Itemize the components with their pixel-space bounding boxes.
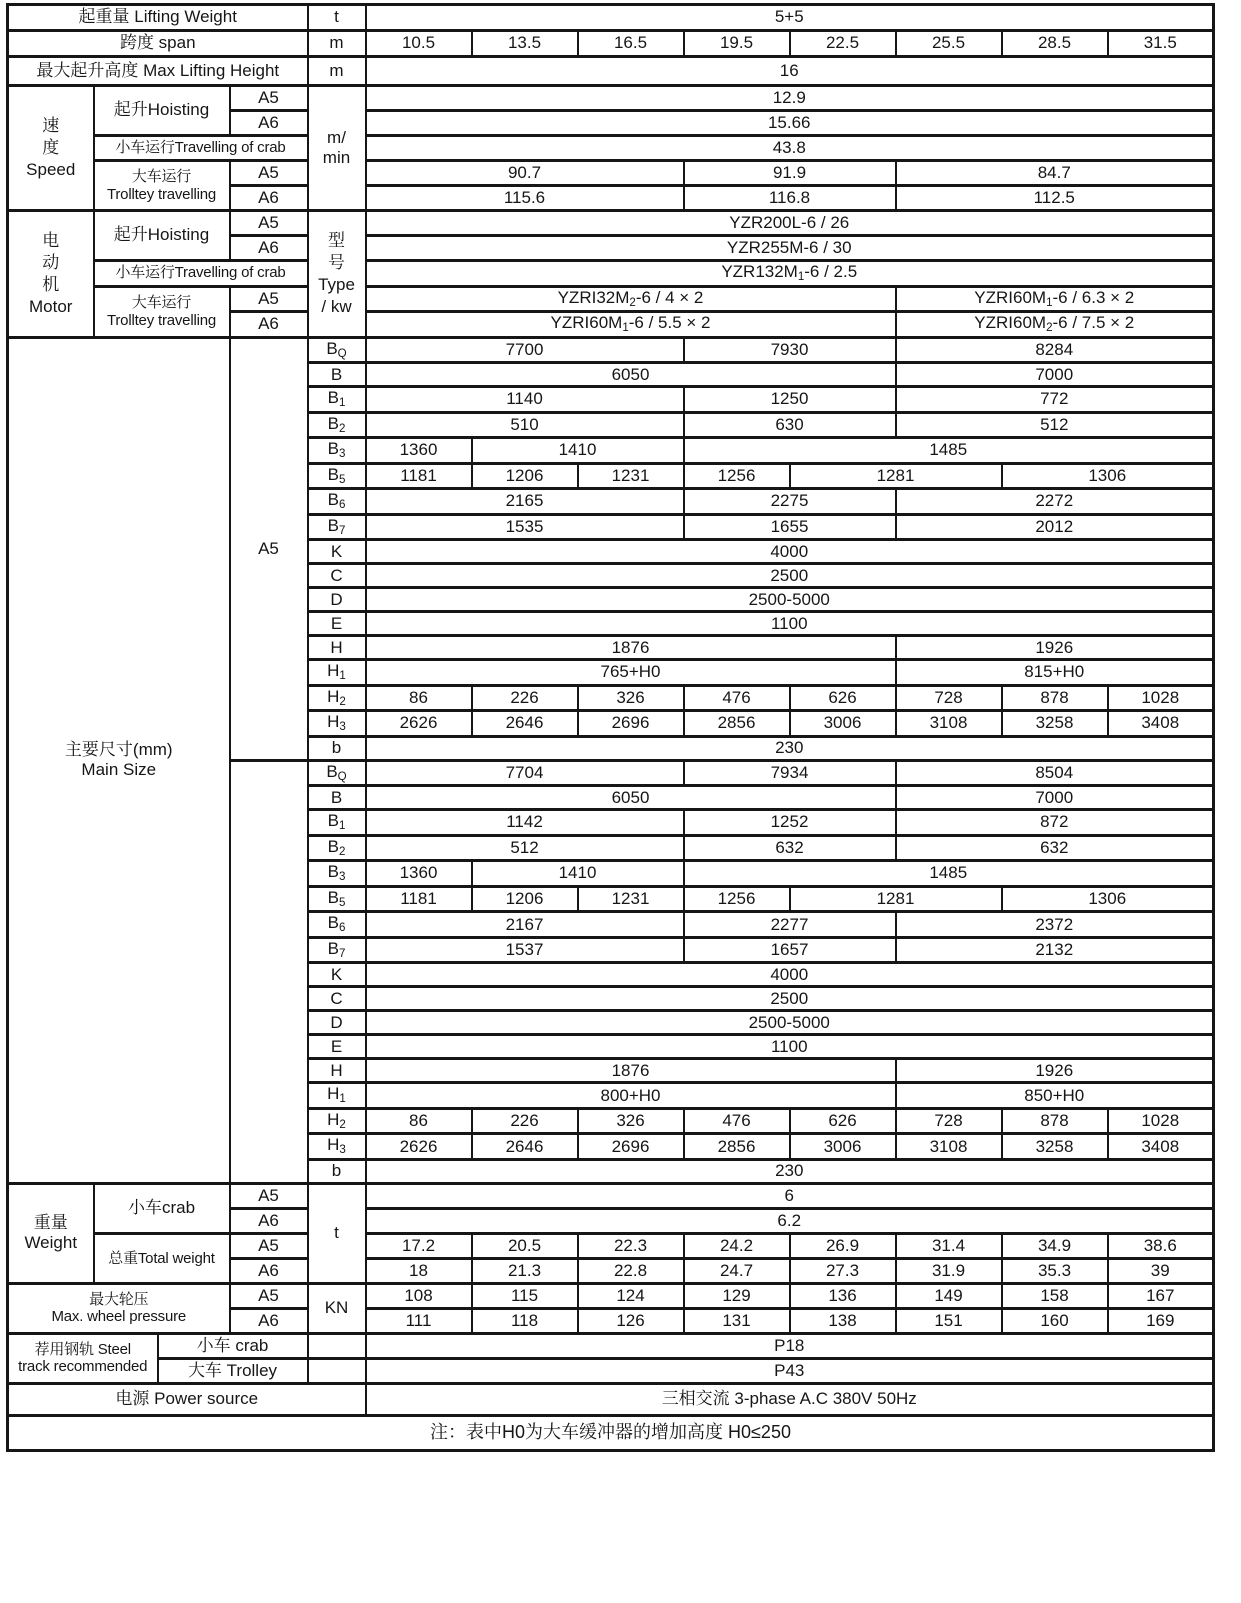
weight-section-label: 重量 Weight <box>8 1183 94 1283</box>
value-cell: 1657 <box>684 937 896 963</box>
dim-cell: $H_1$ <box>308 1083 366 1109</box>
unit-cell: KN <box>308 1283 366 1333</box>
value-cell: 728 <box>896 685 1002 711</box>
value-cell: 39 <box>1108 1258 1214 1283</box>
crab-travelling-label: 小车运行Travelling of crab <box>94 261 308 287</box>
value-cell: 6.2 <box>366 1208 1214 1233</box>
value-cell: 226 <box>472 1108 578 1134</box>
unit-cell <box>308 1333 366 1358</box>
value-cell: 18 <box>366 1258 472 1283</box>
value-cell: 16 <box>366 57 1214 86</box>
value-cell: 2500-5000 <box>366 1011 1214 1035</box>
value-cell: 2132 <box>896 937 1214 963</box>
value-cell: 1485 <box>684 861 1214 887</box>
value-cell: 3108 <box>896 711 1002 737</box>
value-cell: 129 <box>684 1283 790 1308</box>
value-cell: 2277 <box>684 912 896 938</box>
dim-cell: $B_5$ <box>308 886 366 912</box>
value-cell: 2626 <box>366 1134 472 1160</box>
value-cell: 1535 <box>366 514 684 540</box>
class-cell: A5 <box>230 1283 308 1308</box>
hoisting-label: 起升Hoisting <box>94 86 230 136</box>
value-cell: 2500 <box>366 564 1214 588</box>
class-cell: A6 <box>230 1308 308 1333</box>
value-cell: 160 <box>1002 1308 1108 1333</box>
class-cell: A5 <box>230 211 308 236</box>
value-cell: 1876 <box>366 1059 896 1083</box>
value-cell: 2167 <box>366 912 684 938</box>
value-cell: 16.5 <box>578 31 684 57</box>
dim-cell: $B_1$ <box>308 810 366 836</box>
value-cell: 2500 <box>366 987 1214 1011</box>
dim-cell: $B_3$ <box>308 438 366 464</box>
value-cell: 2646 <box>472 711 578 737</box>
value-cell: 728 <box>896 1108 1002 1134</box>
value-cell: 115 <box>472 1283 578 1308</box>
value-cell: 31.4 <box>896 1233 1002 1258</box>
value-cell: 1655 <box>684 514 896 540</box>
value-cell: 476 <box>684 1108 790 1134</box>
value-cell: 326 <box>578 685 684 711</box>
value-cell: 230 <box>366 1159 1214 1183</box>
dim-cell: $B_5$ <box>308 463 366 489</box>
power-source-label: 电源 Power source <box>8 1383 366 1415</box>
crane-spec-table <box>6 3 1215 1452</box>
class-cell: A5 <box>230 161 308 186</box>
value-cell: 84.7 <box>896 161 1214 186</box>
dim-cell: $B_6$ <box>308 489 366 515</box>
value-cell: 151 <box>896 1308 1002 1333</box>
value-cell: 1100 <box>366 612 1214 636</box>
value-cell: 108 <box>366 1283 472 1308</box>
value-cell: 118 <box>472 1308 578 1333</box>
value-cell: 3408 <box>1108 711 1214 737</box>
value-cell: 1231 <box>578 463 684 489</box>
value-cell: 20.5 <box>472 1233 578 1258</box>
motor-type-unit-cell: 型 号 Type / kw <box>308 211 366 338</box>
value-cell: 1410 <box>472 861 684 887</box>
value-cell: 1537 <box>366 937 684 963</box>
value-cell: 512 <box>896 412 1214 438</box>
value-cell: $YZRI60M_1-6 / 6.3 \times 2$ <box>896 286 1214 312</box>
value-cell: 2012 <box>896 514 1214 540</box>
total-weight-label: 总重Total weight <box>94 1233 230 1283</box>
value-cell: 15.66 <box>366 111 1214 136</box>
value-cell: 2500-5000 <box>366 588 1214 612</box>
value-cell: 43.8 <box>366 136 1214 161</box>
dim-cell: $B_1$ <box>308 387 366 413</box>
dim-cell: $H_2$ <box>308 685 366 711</box>
value-cell: 2646 <box>472 1134 578 1160</box>
dim-cell: B <box>308 363 366 387</box>
note-cell: 注：表中H0为大车缓冲器的增加高度 H0≤250 <box>8 1415 1214 1450</box>
value-cell: 632 <box>684 835 896 861</box>
value-cell: 878 <box>1002 1108 1108 1134</box>
dim-cell: D <box>308 1011 366 1035</box>
class-cell: A6 <box>230 1258 308 1283</box>
value-cell: 17.2 <box>366 1233 472 1258</box>
value-cell: 8284 <box>896 337 1214 363</box>
value-cell: 158 <box>1002 1283 1108 1308</box>
value-cell: 13.5 <box>472 31 578 57</box>
value-cell: 1281 <box>790 463 1002 489</box>
value-cell: 3108 <box>896 1134 1002 1160</box>
dim-cell: $H_1$ <box>308 660 366 686</box>
value-cell: 476 <box>684 685 790 711</box>
value-cell: P43 <box>366 1358 1214 1383</box>
main-size-section-label: 主要尺寸(mm) Main Size <box>8 337 230 1183</box>
value-cell: YZR255M-6 / 30 <box>366 236 1214 261</box>
value-cell: 512 <box>366 835 684 861</box>
value-cell: 626 <box>790 1108 896 1134</box>
value-cell: 1256 <box>684 886 790 912</box>
value-cell: 26.9 <box>790 1233 896 1258</box>
value-cell: 1306 <box>1002 463 1214 489</box>
value-cell: $YZRI60M_2-6 / 7.5 \times 2$ <box>896 312 1214 338</box>
value-cell: 800+H0 <box>366 1083 896 1109</box>
value-cell: 626 <box>790 685 896 711</box>
value-cell: 5+5 <box>366 5 1214 31</box>
value-cell: 878 <box>1002 685 1108 711</box>
lifting-weight-label: 起重量 Lifting Weight <box>8 5 308 31</box>
dim-cell: $H_3$ <box>308 711 366 737</box>
value-cell: 3006 <box>790 1134 896 1160</box>
value-cell: YZR200L-6 / 26 <box>366 211 1214 236</box>
value-cell: 3258 <box>1002 711 1108 737</box>
value-cell: 116.8 <box>684 186 896 211</box>
class-cell: A5 <box>230 86 308 111</box>
class-cell: A5 <box>230 1233 308 1258</box>
dim-cell: E <box>308 612 366 636</box>
value-cell: 2696 <box>578 711 684 737</box>
value-cell: 1142 <box>366 810 684 836</box>
value-cell: 3006 <box>790 711 896 737</box>
class-cell: A5 <box>230 337 308 760</box>
value-cell: 1028 <box>1108 685 1214 711</box>
power-source-value: 三相交流 3-phase A.C 380V 50Hz <box>366 1383 1214 1415</box>
value-cell: P18 <box>366 1333 1214 1358</box>
value-cell: $YZR132M_1-6 / 2.5$ <box>366 261 1214 287</box>
value-cell: 1100 <box>366 1035 1214 1059</box>
value-cell: 1306 <box>1002 886 1214 912</box>
dim-cell: $H_2$ <box>308 1108 366 1134</box>
value-cell: 1485 <box>684 438 1214 464</box>
dim-cell: K <box>308 540 366 564</box>
value-cell: 86 <box>366 685 472 711</box>
value-cell: 2626 <box>366 711 472 737</box>
value-cell: 1206 <box>472 463 578 489</box>
dim-cell: $B_7$ <box>308 514 366 540</box>
value-cell: 2856 <box>684 1134 790 1160</box>
value-cell: 38.6 <box>1108 1233 1214 1258</box>
value-cell: 7934 <box>684 760 896 786</box>
value-cell: 19.5 <box>684 31 790 57</box>
value-cell: 25.5 <box>896 31 1002 57</box>
value-cell: 4000 <box>366 963 1214 987</box>
value-cell: 10.5 <box>366 31 472 57</box>
steel-track-trolley-label: 大车 Trolley <box>158 1358 308 1383</box>
unit-cell: m <box>308 57 366 86</box>
value-cell: 149 <box>896 1283 1002 1308</box>
value-cell: 131 <box>684 1308 790 1333</box>
steel-track-label: 荐用钢轨 Steel track recommended <box>8 1333 158 1383</box>
trolley-travelling-label: 大车运行 Trolltey travelling <box>94 161 230 211</box>
value-cell: 7000 <box>896 363 1214 387</box>
value-cell: $YZRI32M_2-6 / 4 \times 2$ <box>366 286 896 312</box>
class-cell: A6 <box>230 236 308 261</box>
class-cell: A5 <box>230 1183 308 1208</box>
value-cell: 8504 <box>896 760 1214 786</box>
value-cell: 2275 <box>684 489 896 515</box>
value-cell: 3258 <box>1002 1134 1108 1160</box>
value-cell: 1926 <box>896 1059 1214 1083</box>
value-cell: 1231 <box>578 886 684 912</box>
value-cell: 124 <box>578 1283 684 1308</box>
value-cell: 2372 <box>896 912 1214 938</box>
value-cell: 91.9 <box>684 161 896 186</box>
value-cell: 1360 <box>366 861 472 887</box>
value-cell: 510 <box>366 412 684 438</box>
value-cell: 1360 <box>366 438 472 464</box>
value-cell: 169 <box>1108 1308 1214 1333</box>
value-cell: 630 <box>684 412 896 438</box>
value-cell: 815+H0 <box>896 660 1214 686</box>
value-cell: 21.3 <box>472 1258 578 1283</box>
value-cell: 872 <box>896 810 1214 836</box>
value-cell: 2272 <box>896 489 1214 515</box>
value-cell: 6 <box>366 1183 1214 1208</box>
class-cell: A6 <box>230 1208 308 1233</box>
value-cell: 326 <box>578 1108 684 1134</box>
value-cell: 22.5 <box>790 31 896 57</box>
unit-cell: t <box>308 5 366 31</box>
crab-travelling-label: 小车运行Travelling of crab <box>94 136 308 161</box>
steel-track-crab-label: 小车 crab <box>158 1333 308 1358</box>
value-cell: 1256 <box>684 463 790 489</box>
value-cell: 34.9 <box>1002 1233 1108 1258</box>
hoisting-label: 起升Hoisting <box>94 211 230 261</box>
dim-cell: B <box>308 786 366 810</box>
value-cell: 6050 <box>366 363 896 387</box>
class-cell: A6 <box>230 312 308 338</box>
class-cell: A6 <box>230 186 308 211</box>
value-cell: 1250 <box>684 387 896 413</box>
trolley-travelling-label: 大车运行 Trolltey travelling <box>94 286 230 337</box>
value-cell: 31.5 <box>1108 31 1214 57</box>
dim-cell: $B_2$ <box>308 835 366 861</box>
unit-cell <box>308 1358 366 1383</box>
unit-cell: t <box>308 1183 366 1283</box>
dim-cell: H <box>308 636 366 660</box>
span-label: 跨度 span <box>8 31 308 57</box>
dim-cell: $B_6$ <box>308 912 366 938</box>
crab-weight-label: 小车crab <box>94 1183 230 1233</box>
value-cell: 1206 <box>472 886 578 912</box>
dim-cell: b <box>308 736 366 760</box>
dim-cell: E <box>308 1035 366 1059</box>
value-cell: 86 <box>366 1108 472 1134</box>
dim-cell: $B_3$ <box>308 861 366 887</box>
value-cell: 6050 <box>366 786 896 810</box>
dim-cell: $B_2$ <box>308 412 366 438</box>
value-cell: 772 <box>896 387 1214 413</box>
value-cell: 1140 <box>366 387 684 413</box>
value-cell: 765+H0 <box>366 660 896 686</box>
value-cell: 850+H0 <box>896 1083 1214 1109</box>
value-cell: 31.9 <box>896 1258 1002 1283</box>
value-cell: 112.5 <box>896 186 1214 211</box>
value-cell: 4000 <box>366 540 1214 564</box>
dim-cell: C <box>308 987 366 1011</box>
value-cell: 1028 <box>1108 1108 1214 1134</box>
speed-section-label: 速 度 Speed <box>8 86 94 211</box>
value-cell: 7930 <box>684 337 896 363</box>
value-cell: 1926 <box>896 636 1214 660</box>
value-cell: 632 <box>896 835 1214 861</box>
unit-cell: m <box>308 31 366 57</box>
value-cell: 3408 <box>1108 1134 1214 1160</box>
value-cell: 1876 <box>366 636 896 660</box>
value-cell: 230 <box>366 736 1214 760</box>
class-cell: A6 <box>230 111 308 136</box>
value-cell: 7000 <box>896 786 1214 810</box>
value-cell: $YZRI60M_1-6 / 5.5 \times 2$ <box>366 312 896 338</box>
value-cell: 1181 <box>366 463 472 489</box>
value-cell: 2165 <box>366 489 684 515</box>
speed-unit-cell: m/ min <box>308 86 366 211</box>
value-cell: 24.7 <box>684 1258 790 1283</box>
value-cell: 7700 <box>366 337 684 363</box>
dim-cell: $B_Q$ <box>308 337 366 363</box>
motor-section-label: 电 动 机 Motor <box>8 211 94 338</box>
value-cell: 27.3 <box>790 1258 896 1283</box>
value-cell: 115.6 <box>366 186 684 211</box>
value-cell: 136 <box>790 1283 896 1308</box>
value-cell: 1410 <box>472 438 684 464</box>
dim-cell: b <box>308 1159 366 1183</box>
dim-cell: D <box>308 588 366 612</box>
dim-cell: K <box>308 963 366 987</box>
class-cell <box>230 760 308 1183</box>
wheel-pressure-label: 最大轮压 Max. wheel pressure <box>8 1283 230 1333</box>
value-cell: 12.9 <box>366 86 1214 111</box>
dim-cell: $B_Q$ <box>308 760 366 786</box>
value-cell: 28.5 <box>1002 31 1108 57</box>
dim-cell: $H_3$ <box>308 1134 366 1160</box>
value-cell: 22.3 <box>578 1233 684 1258</box>
value-cell: 22.8 <box>578 1258 684 1283</box>
value-cell: 1281 <box>790 886 1002 912</box>
value-cell: 111 <box>366 1308 472 1333</box>
class-cell: A5 <box>230 286 308 312</box>
value-cell: 226 <box>472 685 578 711</box>
value-cell: 138 <box>790 1308 896 1333</box>
value-cell: 24.2 <box>684 1233 790 1258</box>
dim-cell: H <box>308 1059 366 1083</box>
value-cell: 90.7 <box>366 161 684 186</box>
value-cell: 1181 <box>366 886 472 912</box>
value-cell: 1252 <box>684 810 896 836</box>
value-cell: 2696 <box>578 1134 684 1160</box>
value-cell: 7704 <box>366 760 684 786</box>
value-cell: 35.3 <box>1002 1258 1108 1283</box>
value-cell: 167 <box>1108 1283 1214 1308</box>
dim-cell: $B_7$ <box>308 937 366 963</box>
max-lifting-height-label: 最大起升高度 Max Lifting Height <box>8 57 308 86</box>
value-cell: 2856 <box>684 711 790 737</box>
value-cell: 126 <box>578 1308 684 1333</box>
dim-cell: C <box>308 564 366 588</box>
